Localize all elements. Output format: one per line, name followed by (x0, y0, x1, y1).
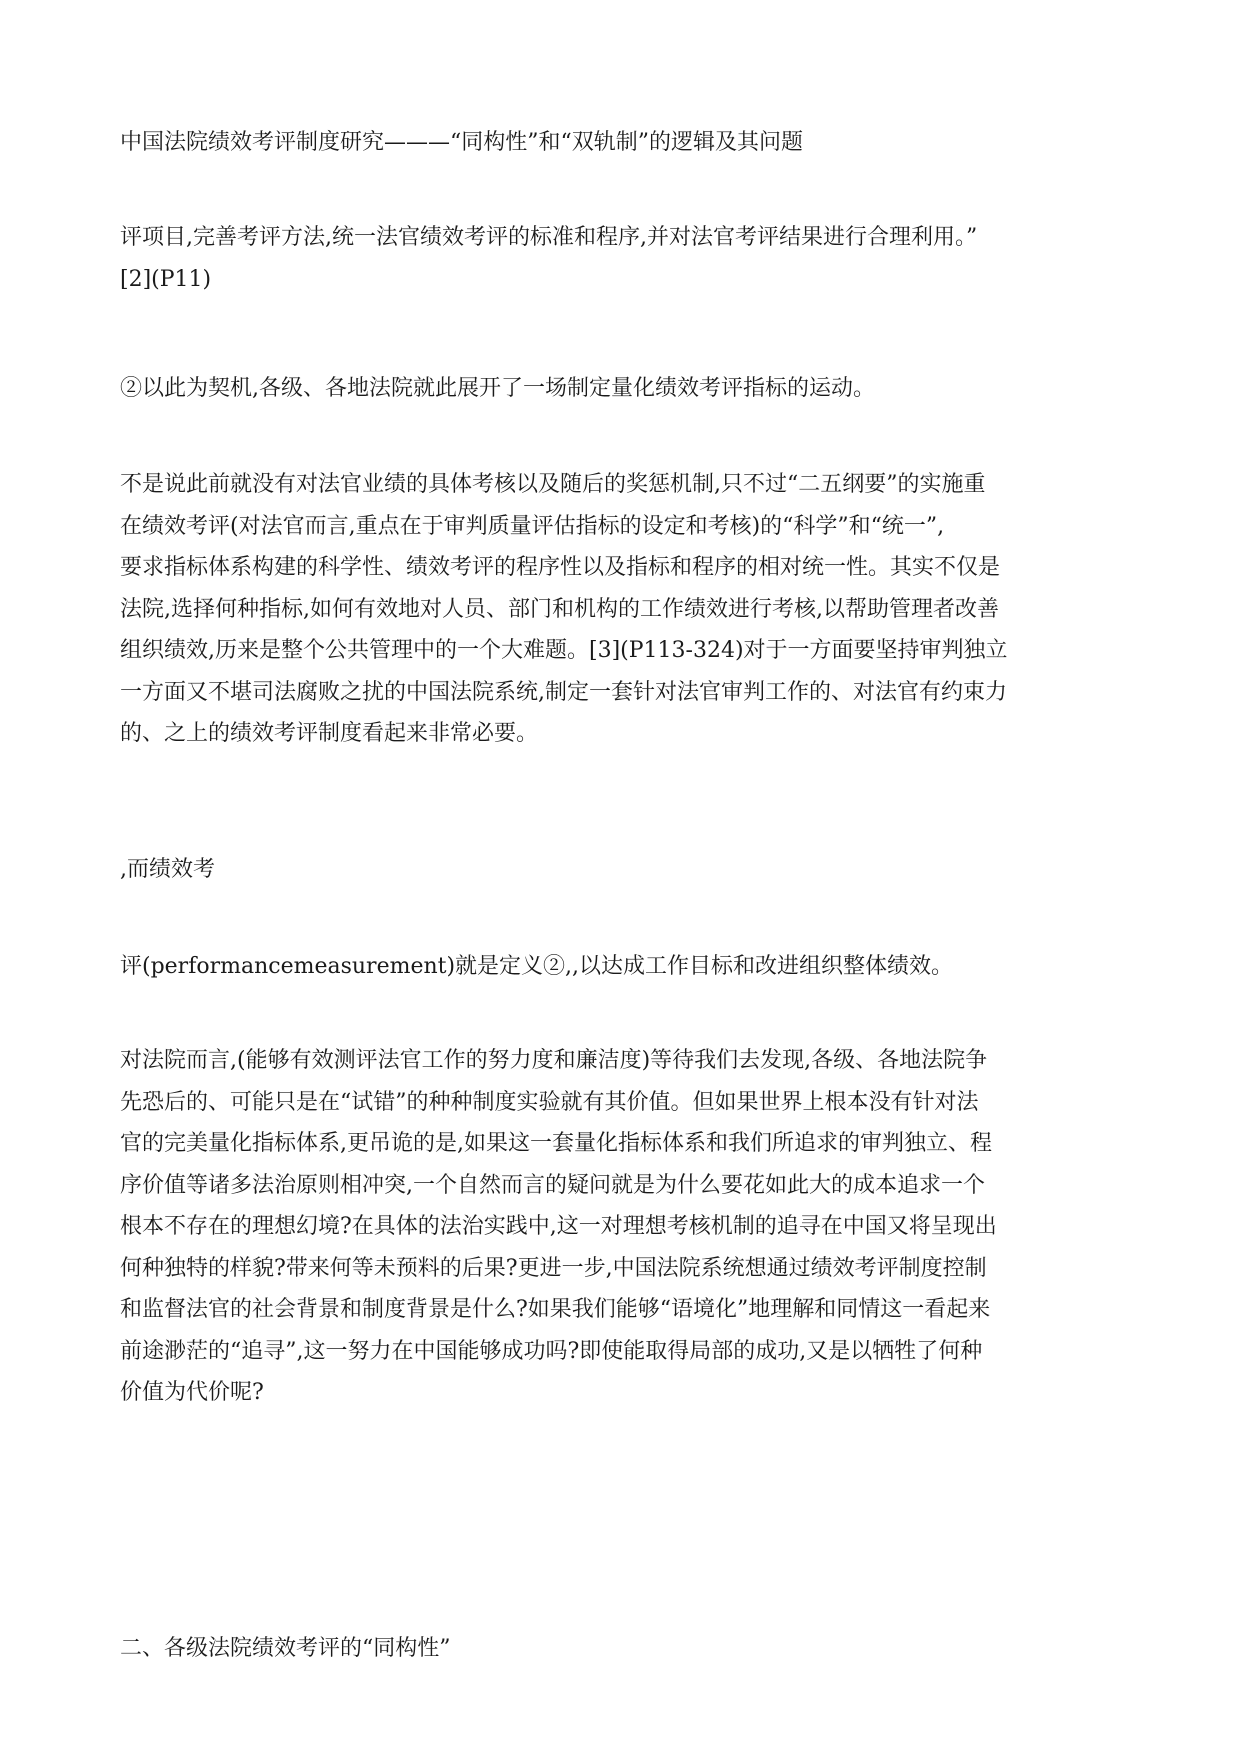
text-line: 评(performancemeasurement)就是定义②,,以达成工作目标和改进组织整体绩效。 (120, 954, 954, 979)
text-line: 组织绩效,历来是整个公共管理中的一个大难题。[3](P113-324)对于一方面要坚持审判独立 (120, 638, 1008, 663)
paragraph-2 (120, 368, 1120, 410)
text-line: 评项目,完善考评方法,统一法官绩效考评的标准和程序,并对法官考评结果进行合理利用。” (120, 225, 978, 250)
section-heading (120, 1628, 1120, 1670)
text-line: 的、之上的绩效考评制度看起来非常必要。 (120, 721, 539, 746)
running-title: 中国法院绩效考评制度研究———“同构性”和“双轨制”的逻辑及其问题 (120, 130, 803, 155)
text-line: 一方面又不堪司法腐败之扰的中国法院系统,制定一套针对法官审判工作的、对法官有约束力 (120, 679, 1007, 705)
paragraph-5 (120, 946, 1120, 988)
text-line: 和监督法官的社会背景和制度背景是什么?如果我们能够“语境化”地理解和同情这一看起来 (120, 1297, 991, 1322)
text-line: ,而绩效考 (120, 857, 215, 882)
text-line: 法院,选择何种指标,如何有效地对人员、部门和机构的工作绩效进行考核,以帮助管理者改善 (120, 596, 999, 622)
text-line: 根本不存在的理想幻境?在具体的法治实践中,这一对理想考核机制的追寻在中国又将呈现出 (120, 1214, 997, 1239)
section-heading-text: 二、各级法院绩效考评的“同构性” (120, 1636, 451, 1661)
text-line: ②以此为契机,各级、各地法院就此展开了一场制定量化绩效考评指标的运动。 (120, 376, 875, 401)
paragraph-3 (120, 464, 1120, 755)
text-line: 不是说此前就没有对法官业绩的具体考核以及随后的奖惩机制,只不过“二五纲要”的实施重 (120, 472, 986, 497)
text-line: 价值为代价呢? (120, 1380, 264, 1405)
text-line: 要求指标体系构建的科学性、绩效考评的程序性以及指标和程序的相对统一性。其实不仅是 (120, 555, 1001, 580)
text-line: 何种独特的样貌?带来何等未预料的后果?更进一步,中国法院系统想通过绩效考评制度控制 (120, 1255, 987, 1281)
text-line: 对法院而言,(能够有效测评法官工作的努力度和廉洁度)等待我们去发现,各级、各地法院争 (120, 1048, 988, 1073)
text-line: 官的完美量化指标体系,更吊诡的是,如果这一套量化指标体系和我们所追求的审判独立、程 (120, 1131, 992, 1156)
paragraph-4 (120, 849, 1120, 891)
text-line: 先恐后的、可能只是在“试错”的种种制度实验就有其价值。但如果世界上根本没有针对法 (120, 1089, 979, 1115)
text-line: 前途渺茫的“追寻”,这一努力在中国能够成功吗?即使能取得局部的成功,又是以牺牲了何种 (120, 1338, 983, 1364)
paragraph-6 (120, 1040, 1120, 1414)
paragraph-1 (120, 217, 1120, 300)
text-line: 序价值等诸多法治原则相冲突,一个自然而言的疑问就是为什么要花如此大的成本追求一个 (120, 1172, 985, 1198)
text-line: [2](P11) (120, 266, 212, 292)
text-line: 在绩效考评(对法官而言,重点在于审判质量评估指标的设定和考核)的“科学”和“统一”, (120, 513, 945, 539)
